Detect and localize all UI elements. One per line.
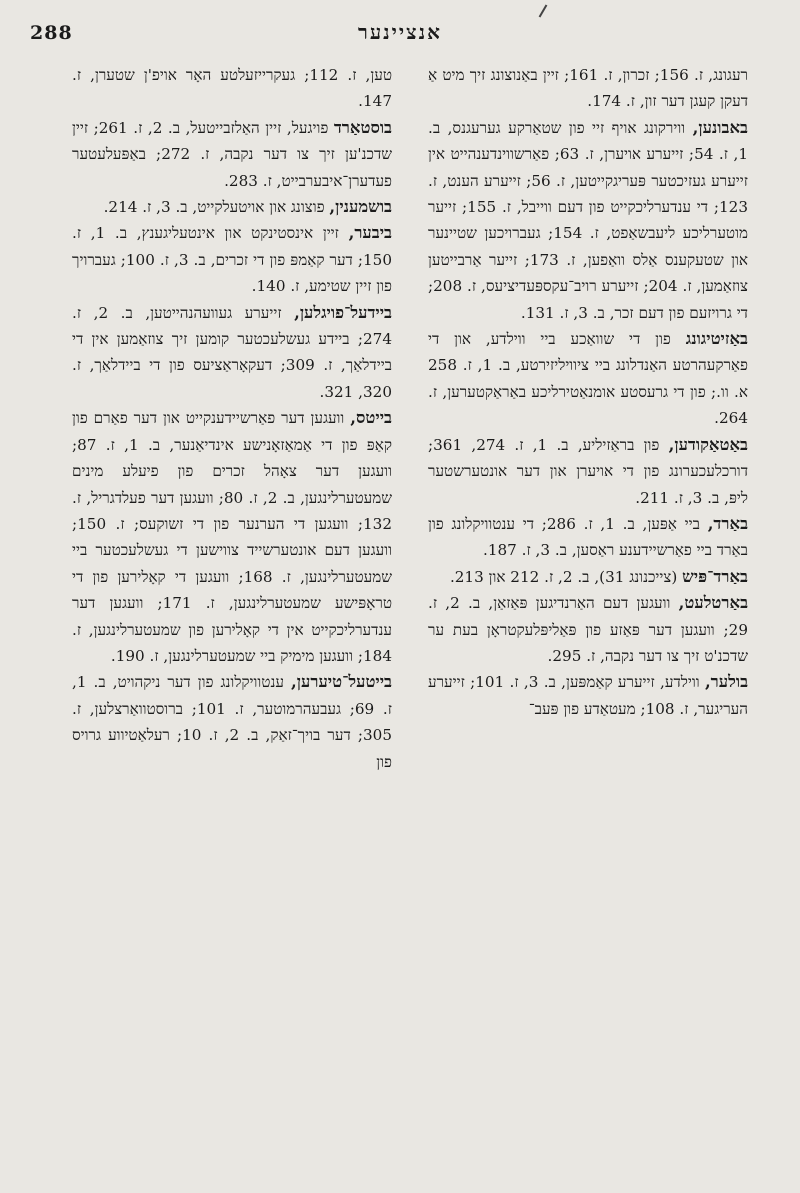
index-entry: [428, 432, 748, 511]
entry-text: וועגען דער פאַרשיידענקייט און דער פאַרם פון קאַפּ פון די אַמאַזאָנישע אינדיאַנער, ב. 1, ז. 87; וועגען דער צאָהל זכרים פון פיעלע מינים שמעטערלינגען, ב. 2, ז. 80; וועגען דער פעלדגריל, ז. 132; וועגען די הערנער פון די זשוקעס; ז. 150; וועגען דעם אונטערשייד צווישען די געשלעכטער ביי שמעטערלינגען, ז. 168; וועגען די קאָלירען פון די טראָפּישע שמעטערלינגען, ז. 171; וועגען דער ענדערליכקייט אין די קאָלירען פון שמעטערלינגען, ז. 184; וועגען מימיק ביי שמעטערלינגען, ז. 190.: [72, 409, 393, 665]
left-column: [72, 62, 392, 775]
entry-headword: באַרטלעט,: [678, 593, 749, 613]
index-entry: [428, 669, 748, 722]
entry-text: טען, ז. 112; געקרייזעלטע האָר אויפ'ן שטערן, ז. 147.: [72, 66, 393, 111]
entry-text: ווירקונג אויף זיי פון שטאַרקע גערעגנס, ב. 1, ז. 54; זייערע אויערן, ז. 63; פאַרשווינדענהייט אין זייערע געזיכטער פּעריגקייטען, ז. 56; זייערע הענט, ז. 123; די ענדערליכקייט פון דעם ווייבל, ז. 155; זייער מוטערליכע ליעבשאַפט, ז. 154; געברויכען שטיינער און שטעקענס אַלס וואַפען, ז. 173; זייער אַרבייטען צוזאַמען, ז. 204; זייערע רויב־עקספּעדיציעס, ז. 208; די גרויזעם פון דעם זכר, ב. 3, ז. 131.: [428, 118, 749, 322]
entry-text: זייערע געוועהנהייטען, ב. 2, ז. 274; ביידע געשלעכטער קומען זיך צוזאַמען אין די ביידלאַך, ז. 309; דעקאָראַציעס פון די ביידלאַך, ז. 320, 321.: [72, 303, 393, 401]
entry-text: פוצונג און אויטעלקייט, ב. 3, ז. 214.: [103, 198, 325, 217]
entry-text: פון בראַזיליע, ב. 1, ז. 274, 361; דורכלעכערונג פון די אויערן און דער אונטערשטער ליפּ, ב. 3, ז. 211.: [428, 435, 748, 507]
index-entry: [72, 62, 392, 115]
right-column: [428, 62, 748, 722]
entry-headword: בושמענין,: [329, 197, 392, 217]
entry-headword: ביבער,: [348, 223, 392, 243]
entry-text: רעגונג, ז. 156; זכרון, ז. 161; זיין באַנוצונג זיך מיט אַ דעקן קעגן דער זון, ז. 174.: [428, 66, 749, 111]
entry-headword: בולער,: [704, 672, 749, 692]
page-number: 288: [30, 22, 73, 44]
index-entry: [72, 405, 392, 669]
index-entry: [428, 590, 748, 669]
running-title: אנציינער: [358, 20, 442, 44]
index-entry: [428, 326, 748, 432]
entry-text: וועגען דעם האַרנדיגען פּאַזאַן, ב. 2, ז. 29; וועגען דער פּאַזע פון פּאַליפּלעקטראָן בעת ער שדכנ'ט זיך צו דער נקבה, ז. 295.: [428, 594, 748, 665]
index-entry: [72, 220, 392, 299]
entry-text: ווילדע, זייערע קאַמפּען, ב. 3, ז. 101; זייערע העריגער, ז. 108; מעטאַדע פון פּעב־: [428, 673, 748, 718]
entry-headword: בייטס,: [350, 408, 392, 428]
entry-headword: בוסטאַרד: [333, 117, 393, 137]
index-entry: [72, 115, 392, 194]
entry-text: (צייכנונג 31), ב. 2, ז. 212 און 213.: [449, 567, 678, 586]
page-header: [0, 0, 800, 50]
entry-text: ביי אַפּען, ב. 1, ז. 286; די ענטוויקלונג פון באַרד ביי פאַרשיידענע ראַסען, ב. 3, ז. 187.: [428, 514, 748, 560]
entry-text: פויגעל, זיין האַלזבייטעל, ב. 2, ז. 261; זיין שדכנ'ען זיך צו דער נקבה, ז. 272; באַפּעלעטער פעדערן־איבערבייט, ז. 283.: [72, 118, 393, 190]
entry-text: זיין אינסטינקט און אינטעליגענץ, ב. 1, ז. 150; דער קאַמפּ פון די זכרים, ב. 3, ז. 100; געברויך פון זיין שטימע, ז. 140.: [72, 224, 392, 296]
index-entry: [428, 511, 748, 564]
entry-headword: באבונען,: [692, 117, 748, 137]
entry-headword: באַטאַקודען,: [668, 434, 749, 454]
index-entry: [428, 564, 748, 590]
index-entry: [72, 194, 392, 220]
entry-headword: באַרד־פּיש: [682, 566, 748, 586]
entry-headword: בייטעל־טיערען,: [291, 672, 393, 692]
entry-text: פון די שוואַכע ביי ווילדע, און די פאַרקעהרטע האַנדלונג ביי ציוויליזירטע, ב. 1, ז. 258 א. וו.; פון די גרעסטע אומנאַטירליכע באַראַקטערען, ז. 264.: [428, 330, 748, 428]
index-entry: [428, 62, 748, 115]
entry-text: ענטוויקלונג פון דער ניקהויט, ב. 1, ז. 69; געבעהרמוטער, ז. 101; ברוסטוואַרצלען, ז. 305; דער בויך־זאַק, ב. 2, ז. 10; רעלאַטיווע גרויס פון: [72, 673, 392, 771]
pencil-tick-mark: [539, 4, 548, 17]
index-entry: [428, 115, 748, 326]
entry-headword: באַרד,: [707, 513, 749, 533]
index-entry: [72, 669, 392, 775]
index-entry: [72, 300, 392, 406]
entry-headword: באַזיטיגונג: [685, 329, 749, 349]
entry-headword: ביידעל־פויגלען,: [294, 302, 392, 322]
